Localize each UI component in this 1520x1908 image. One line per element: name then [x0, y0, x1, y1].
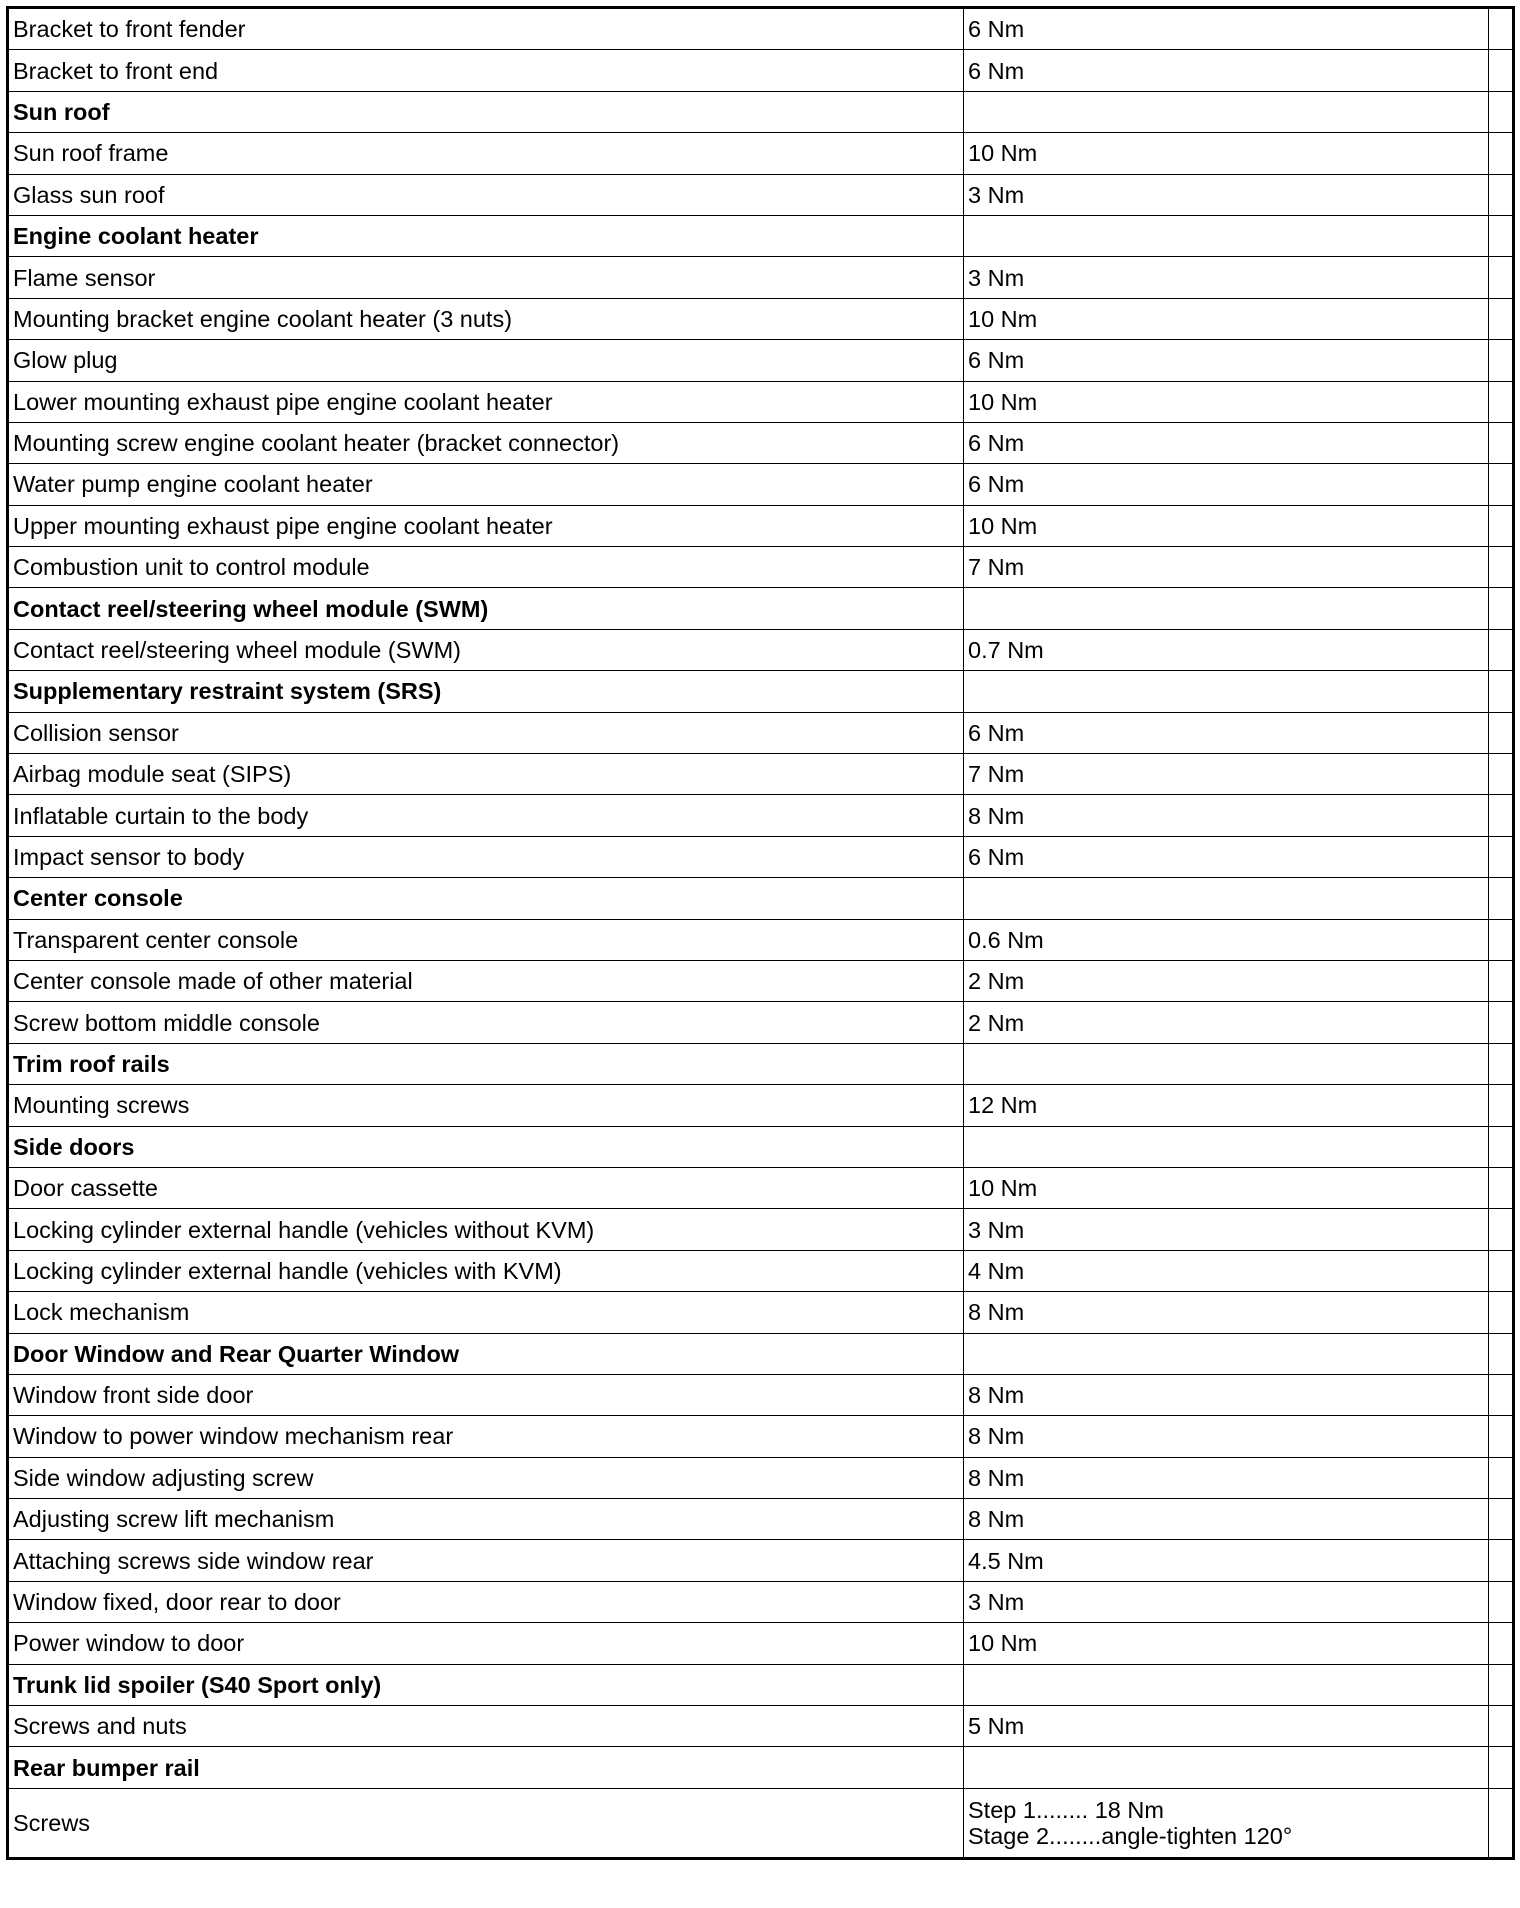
empty-cell: [1489, 1623, 1514, 1664]
torque-value: 3 Nm: [964, 174, 1489, 215]
empty-cell: [1489, 1209, 1514, 1250]
section-header-row: [8, 1043, 1514, 1084]
table-row: [8, 133, 1514, 174]
torque-value: [964, 1043, 1489, 1084]
empty-cell: [1489, 340, 1514, 381]
empty-cell: [1489, 795, 1514, 836]
torque-value: 8 Nm: [964, 1374, 1489, 1415]
torque-value: 6 Nm: [964, 50, 1489, 91]
torque-value: 4 Nm: [964, 1250, 1489, 1291]
component-name: Window front side door: [8, 1374, 964, 1415]
torque-value: 8 Nm: [964, 1457, 1489, 1498]
component-name: Lock mechanism: [8, 1292, 964, 1333]
component-name: Impact sensor to body: [8, 836, 964, 877]
table-row: [8, 1457, 1514, 1498]
torque-value: [964, 588, 1489, 629]
component-name: Screws: [8, 1788, 964, 1858]
component-name: Lower mounting exhaust pipe engine coolant heater: [8, 381, 964, 422]
section-header-row: [8, 588, 1514, 629]
section-header-row: [8, 1664, 1514, 1705]
component-name: Adjusting screw lift mechanism: [8, 1499, 964, 1540]
torque-value: [964, 878, 1489, 919]
section-title: Engine coolant heater: [8, 215, 964, 256]
empty-cell: [1489, 381, 1514, 422]
component-name: Contact reel/steering wheel module (SWM): [8, 629, 964, 670]
table-row: [8, 505, 1514, 546]
section-header-row: [8, 215, 1514, 256]
table-row: [8, 257, 1514, 298]
component-name: Door cassette: [8, 1167, 964, 1208]
component-name: Airbag module seat (SIPS): [8, 754, 964, 795]
section-title: Center console: [8, 878, 964, 919]
empty-cell: [1489, 91, 1514, 132]
table-row: [8, 1167, 1514, 1208]
empty-cell: [1489, 1540, 1514, 1581]
section-title: Rear bumper rail: [8, 1747, 964, 1788]
torque-value: 8 Nm: [964, 1499, 1489, 1540]
component-name: Collision sensor: [8, 712, 964, 753]
table-row: [8, 960, 1514, 1001]
component-name: Flame sensor: [8, 257, 964, 298]
torque-step-line: Step 1........ 18 Nm: [968, 1796, 1164, 1823]
torque-value: 7 Nm: [964, 547, 1489, 588]
component-name: Upper mounting exhaust pipe engine coolant heater: [8, 505, 964, 546]
empty-cell: [1489, 960, 1514, 1001]
table-row: [8, 1292, 1514, 1333]
component-name: Center console made of other material: [8, 960, 964, 1001]
empty-cell: [1489, 1747, 1514, 1788]
table-row: [8, 547, 1514, 588]
torque-value: 10 Nm: [964, 1167, 1489, 1208]
empty-cell: [1489, 1788, 1514, 1858]
empty-cell: [1489, 1250, 1514, 1291]
empty-cell: [1489, 1374, 1514, 1415]
empty-cell: [1489, 919, 1514, 960]
torque-value: 10 Nm: [964, 381, 1489, 422]
section-header-row: [8, 671, 1514, 712]
component-name: Bracket to front end: [8, 50, 964, 91]
empty-cell: [1489, 712, 1514, 753]
table-row: [8, 712, 1514, 753]
component-name: Attaching screws side window rear: [8, 1540, 964, 1581]
section-header-row: [8, 1747, 1514, 1788]
component-name: Screws and nuts: [8, 1706, 964, 1747]
torque-value: 6 Nm: [964, 836, 1489, 877]
empty-cell: [1489, 878, 1514, 919]
empty-cell: [1489, 1002, 1514, 1043]
torque-value: [964, 1788, 1489, 1858]
component-name: Bracket to front fender: [8, 8, 964, 50]
torque-value: 8 Nm: [964, 795, 1489, 836]
section-header-row: [8, 91, 1514, 132]
torque-value: [964, 215, 1489, 256]
torque-value: 10 Nm: [964, 505, 1489, 546]
torque-value: 12 Nm: [964, 1085, 1489, 1126]
empty-cell: [1489, 629, 1514, 670]
torque-step-line: Stage 2........angle-tighten 120°: [968, 1822, 1293, 1849]
component-name: Inflatable curtain to the body: [8, 795, 964, 836]
empty-cell: [1489, 1664, 1514, 1705]
empty-cell: [1489, 1167, 1514, 1208]
table-row: [8, 1085, 1514, 1126]
torque-value: 3 Nm: [964, 1209, 1489, 1250]
table-row: [8, 1623, 1514, 1664]
torque-value: 0.7 Nm: [964, 629, 1489, 670]
table-row: [8, 1209, 1514, 1250]
table-row: [8, 754, 1514, 795]
torque-value: 0.6 Nm: [964, 919, 1489, 960]
empty-cell: [1489, 174, 1514, 215]
empty-cell: [1489, 1706, 1514, 1747]
table-row: [8, 1706, 1514, 1747]
table-row: [8, 795, 1514, 836]
table-row: [8, 464, 1514, 505]
section-title: Contact reel/steering wheel module (SWM): [8, 588, 964, 629]
torque-value: [964, 1126, 1489, 1167]
table-row: [8, 1581, 1514, 1622]
empty-cell: [1489, 1581, 1514, 1622]
torque-value: 5 Nm: [964, 1706, 1489, 1747]
component-name: Window to power window mechanism rear: [8, 1416, 964, 1457]
torque-value: 2 Nm: [964, 960, 1489, 1001]
empty-cell: [1489, 1457, 1514, 1498]
torque-value: 6 Nm: [964, 712, 1489, 753]
empty-cell: [1489, 1499, 1514, 1540]
torque-value: 6 Nm: [964, 340, 1489, 381]
empty-cell: [1489, 50, 1514, 91]
component-name: Water pump engine coolant heater: [8, 464, 964, 505]
section-title: Sun roof: [8, 91, 964, 132]
section-title: Door Window and Rear Quarter Window: [8, 1333, 964, 1374]
torque-value: 7 Nm: [964, 754, 1489, 795]
table-row: [8, 422, 1514, 463]
torque-value: 10 Nm: [964, 133, 1489, 174]
section-title: Trunk lid spoiler (S40 Sport only): [8, 1664, 964, 1705]
component-name: Mounting screws: [8, 1085, 964, 1126]
empty-cell: [1489, 505, 1514, 546]
empty-cell: [1489, 671, 1514, 712]
empty-cell: [1489, 1416, 1514, 1457]
empty-cell: [1489, 422, 1514, 463]
table-row: [8, 836, 1514, 877]
section-title: Trim roof rails: [8, 1043, 964, 1084]
table-row: [8, 919, 1514, 960]
torque-value: [964, 671, 1489, 712]
torque-value: 2 Nm: [964, 1002, 1489, 1043]
table-row: [8, 1540, 1514, 1581]
torque-value: 8 Nm: [964, 1292, 1489, 1333]
section-header-row: [8, 1333, 1514, 1374]
component-name: Screw bottom middle console: [8, 1002, 964, 1043]
torque-value: 10 Nm: [964, 298, 1489, 339]
empty-cell: [1489, 464, 1514, 505]
section-title: Side doors: [8, 1126, 964, 1167]
component-name: Window fixed, door rear to door: [8, 1581, 964, 1622]
component-name: Glass sun roof: [8, 174, 964, 215]
component-name: Combustion unit to control module: [8, 547, 964, 588]
torque-value: 4.5 Nm: [964, 1540, 1489, 1581]
torque-spec-sheet: [6, 6, 1512, 1904]
section-header-row: [8, 1126, 1514, 1167]
empty-cell: [1489, 298, 1514, 339]
table-row: [8, 298, 1514, 339]
table-row: [8, 340, 1514, 381]
torque-value: 6 Nm: [964, 422, 1489, 463]
table-row: [8, 1416, 1514, 1457]
torque-value: 8 Nm: [964, 1416, 1489, 1457]
torque-spec-table: [6, 6, 1515, 1860]
table-row: [8, 174, 1514, 215]
component-name: Side window adjusting screw: [8, 1457, 964, 1498]
table-row: [8, 1250, 1514, 1291]
empty-cell: [1489, 1333, 1514, 1374]
torque-value: 3 Nm: [964, 257, 1489, 298]
component-name: Transparent center console: [8, 919, 964, 960]
torque-value: [964, 1664, 1489, 1705]
table-row: [8, 1002, 1514, 1043]
section-title: Supplementary restraint system (SRS): [8, 671, 964, 712]
empty-cell: [1489, 257, 1514, 298]
table-row: [8, 50, 1514, 91]
empty-cell: [1489, 215, 1514, 256]
table-row: [8, 629, 1514, 670]
component-name: Mounting screw engine coolant heater (bracket connector): [8, 422, 964, 463]
section-header-row: [8, 878, 1514, 919]
empty-cell: [1489, 588, 1514, 629]
empty-cell: [1489, 133, 1514, 174]
table-row: [8, 381, 1514, 422]
torque-value: [964, 1747, 1489, 1788]
torque-value: [964, 1333, 1489, 1374]
empty-cell: [1489, 754, 1514, 795]
table-row: [8, 1788, 1514, 1858]
component-name: Sun roof frame: [8, 133, 964, 174]
empty-cell: [1489, 1043, 1514, 1084]
torque-value: 10 Nm: [964, 1623, 1489, 1664]
torque-value: 3 Nm: [964, 1581, 1489, 1622]
torque-value: 6 Nm: [964, 464, 1489, 505]
empty-cell: [1489, 1292, 1514, 1333]
component-name: Glow plug: [8, 340, 964, 381]
empty-cell: [1489, 547, 1514, 588]
component-name: Locking cylinder external handle (vehicles without KVM): [8, 1209, 964, 1250]
torque-spec-table-body: [8, 8, 1514, 1859]
empty-cell: [1489, 1085, 1514, 1126]
empty-cell: [1489, 1126, 1514, 1167]
component-name: Power window to door: [8, 1623, 964, 1664]
component-name: Mounting bracket engine coolant heater (3 nuts): [8, 298, 964, 339]
empty-cell: [1489, 8, 1514, 50]
table-row: [8, 1499, 1514, 1540]
torque-value: 6 Nm: [964, 8, 1489, 50]
table-row: [8, 8, 1514, 50]
torque-value: [964, 91, 1489, 132]
table-row: [8, 1374, 1514, 1415]
component-name: Locking cylinder external handle (vehicles with KVM): [8, 1250, 964, 1291]
empty-cell: [1489, 836, 1514, 877]
